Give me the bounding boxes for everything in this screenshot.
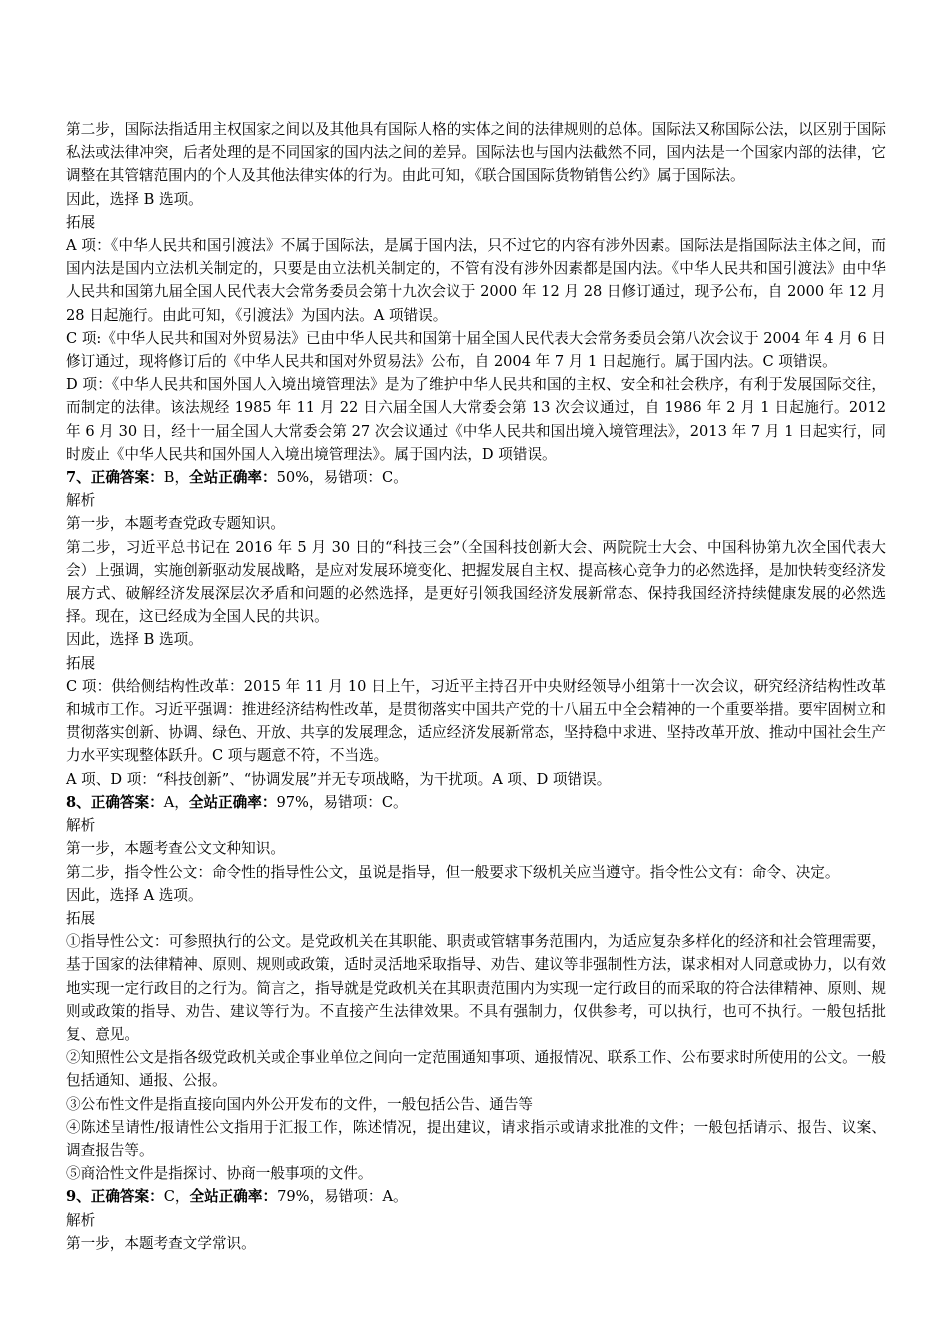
q7-answer-prefix: 7、正确答案： bbox=[66, 469, 164, 487]
q8-item-1: ①指导性公文：可参照执行的公文。是党政机关在其职能、职责或管辖事务范围内，为适应复杂多样化的经济和社会管理需要，基于国家的法律精神、原则、规则或政策，适时灵活地采取指导、劝告、建议等非强制性方法，谋求相对人同意或协力，以有效地实现一定行政目的之行为。简言之，指导就是党政机关在其职责范围内为实现一定行政目的而采取的符合法律精神、原则、规则或政策的指导、劝告、建议等行为。不直接产生法律效果。不具有强制力，仅供参考，可以执行，也可不执行。一般包括批复、意见。 bbox=[66, 933, 886, 1043]
q9-analysis-label: 解析 bbox=[66, 1211, 96, 1229]
q7-item-c: C 项：供给侧结构性改革：2015 年 11 月 10 日上午，习近平主持召开中央财经领导小组第十一次会议，研究经济结构性改革和城市工作。习近平强调：推进经济结构性改革，是贯彻落实中国共产党的十八届五中全会精神的一个重要举措。要牢固树立和贯彻落实创新、协调、绿色、开放、共享的发展理念，适应经济发展新常态，坚持稳中求进、坚持改革开放、推动中国社会生产力水平实现整体跃升。C 项与题意不符，不当选。 bbox=[66, 677, 886, 765]
prev-item-a: A 项：《中华人民共和国引渡法》不属于国际法，是属于国内法，只不过它的内容有涉外因素。国际法是指国际法主体之间，而国内法是国内立法机关制定的，只要是由立法机关制定的，不管有没有涉外因素都是国内法。《中华人民共和国引渡法》由中华人民共和国第九届全国人民代表大会常务委员会第十九次会议于 2000 年 12 月 28 日修订通过，现予公布，自 2000 年 12 月 28 日起施行。由此可知，《引渡法》为国内法。A 项错误。 bbox=[66, 237, 886, 324]
prev-conclusion: 因此，选择 B 选项。 bbox=[66, 190, 203, 208]
document-body bbox=[66, 118, 886, 1255]
prev-item-d: D 项：《中华人民共和国外国人入境出境管理法》是为了维护中华人民共和国的主权、安全和社会秩序，有利于发展国际交往，而制定的法律。该法规经 1985 年 11 月 22 日六届全国人大常委会第 13 次会议通过，自 1986 年 2 月 1 日起施行。2012 年 6 月 30 日，经十一届全国人大常委会第 27 次会议通过《中华人民共和国出境入境管理法》，2013 年 7 月 1 日起实行，同时废止《中华人民共和国外国人入境出境管理法》。属于国内法，D 项错误。 bbox=[66, 376, 886, 463]
q7-analysis-label: 解析 bbox=[66, 492, 96, 510]
q9-rate-label: 全站正确率： bbox=[189, 1188, 278, 1206]
q8-expand-label: 拓展 bbox=[66, 909, 96, 927]
prev-item-c: C 项:《中华人民共和国对外贸易法》已由中华人民共和国第十届全国人民代表大会常务委员会第八次会议于 2004 年 4 月 6 日修订通过，现将修订后的《中华人民共和国对外贸易法》公布，自 2004 年 7 月 1 日起施行。属于国内法。C 项错误。 bbox=[66, 329, 886, 371]
q9-answer-prefix: 9、正确答案： bbox=[66, 1188, 164, 1206]
q7-step1: 第一步，本题考查党政专题知识。 bbox=[66, 515, 285, 533]
q8-item-2: ②知照性公文是指各级党政机关或企事业单位之间向一定范围通知事项、通报情况、联系工作、公布要求时所使用的公文。一般包括通知、通报、公报。 bbox=[66, 1049, 886, 1090]
q8-item-5: ⑤商洽性文件是指探讨、协商一般事项的文件。 bbox=[66, 1165, 373, 1183]
q9-answer-line bbox=[66, 1185, 886, 1208]
q8-rate-label: 全站正确率： bbox=[188, 793, 277, 811]
q8-answer-line bbox=[66, 791, 886, 814]
q9-answer-value: C， bbox=[163, 1188, 190, 1206]
q8-conclusion: 因此，选择 A 选项。 bbox=[66, 886, 203, 904]
q7-answer-line bbox=[66, 466, 886, 489]
q7-item-ad: A 项、D 项：“科技创新”、“协调发展”并无专项战略，为干扰项。A 项、D 项错误。 bbox=[66, 770, 612, 788]
q7-answer-value: B， bbox=[163, 469, 190, 487]
q7-conclusion: 因此，选择 B 选项。 bbox=[66, 631, 203, 649]
q7-rate-label: 全站正确率： bbox=[189, 469, 277, 487]
prev-step2: 第二步，国际法指适用主权国家之间以及其他具有国际人格的实体之间的法律规则的总体。国际法又称国际公法，以区别于国际私法或法律冲突，后者处理的是不同国家的国内法之间的差异。国际法也与国内法截然不同，国内法是一个国家内部的法律，它调整在其管辖范围内的个人及其他法律实体的行为。由此可知，《联合国国际货物销售公约》属于国际法。 bbox=[66, 121, 886, 185]
q7-rate-value: 50%，易错项：C。 bbox=[276, 469, 408, 487]
q8-step2: 第二步，指令性公文：命令性的指导性公文，虽说是指导，但一般要求下级机关应当遵守。指令性公文有：命令、决定。 bbox=[66, 863, 840, 881]
q8-item-3: ③公布性文件是指直接向国内外公开发布的文件，一般包括公告、通告等 bbox=[66, 1095, 534, 1113]
q9-rate-value: 79%，易错项：A。 bbox=[277, 1188, 408, 1206]
q8-item-4: ④陈述呈请性/报请性公文指用于汇报工作，陈述情况，提出建议，请求指示或请求批准的文件；一般包括请示、报告、议案、调查报告等。 bbox=[66, 1118, 886, 1159]
q8-rate-value: 97%，易错项：C。 bbox=[276, 793, 408, 811]
prev-expand-label: 拓展 bbox=[66, 213, 96, 231]
q8-analysis-label: 解析 bbox=[66, 817, 96, 835]
q7-expand-label: 拓展 bbox=[66, 654, 96, 672]
q8-answer-value: A， bbox=[163, 793, 189, 811]
q8-answer-prefix: 8、正确答案： bbox=[66, 793, 164, 811]
q9-step1: 第一步，本题考查文学常识。 bbox=[66, 1234, 256, 1252]
q8-step1: 第一步，本题考查公文文种知识。 bbox=[66, 840, 285, 858]
q7-step2: 第二步，习近平总书记在 2016 年 5 月 30 日的“科技三会”（全国科技创新大会、两院院士大会、中国科协第九次全国代表大会）上强调，实施创新驱动发展战略，是应对发展环境变化、把握发展自主权、提高核心竞争力的必然选择，是加快转变经济发展方式、破解经济发展深层次矛盾和问题的必然选择，是更好引领我国经济发展新常态、保持我国经济持续健康发展的必然选择。现在，这已经成为全国人民的共识。 bbox=[66, 538, 886, 626]
